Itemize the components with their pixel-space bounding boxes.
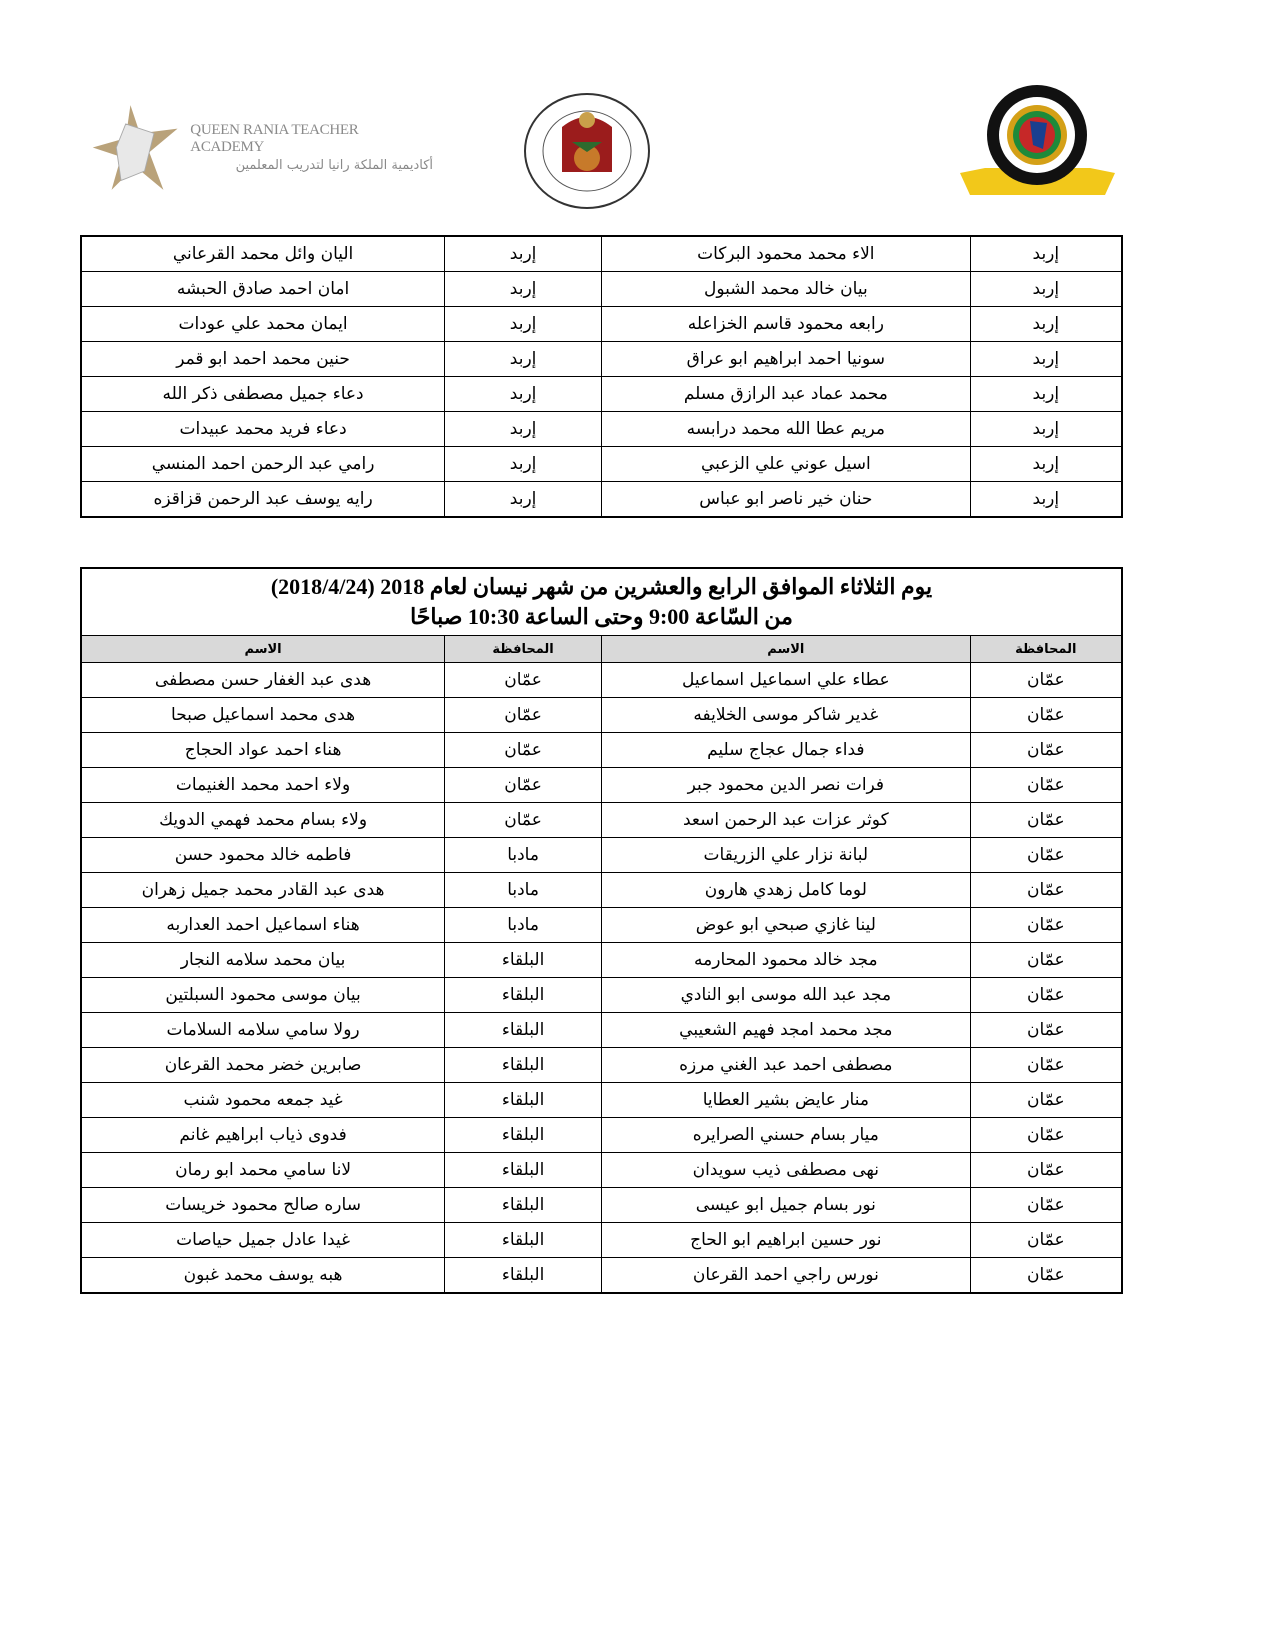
name-cell: رابعه محمود قاسم الخزاعله <box>602 307 971 342</box>
governorate-cell: عمّان <box>970 978 1122 1013</box>
name-cell: هناء احمد عواد الحجاج <box>81 733 445 768</box>
table-row <box>81 873 1122 908</box>
name-cell: سونيا احمد ابراهيم ابو عراق <box>602 342 971 377</box>
name-cell: هناء اسماعيل احمد العداربه <box>81 908 445 943</box>
name-cell: رايه يوسف عبد الرحمن قزاقزه <box>81 482 445 518</box>
name-cell: لبانة نزار علي الزريقات <box>602 838 971 873</box>
queen-rania-academy-logo <box>88 100 433 195</box>
table-row <box>81 768 1122 803</box>
governorate-cell: إربد <box>445 447 602 482</box>
table-row <box>81 1118 1122 1153</box>
name-cell: فداء جمال عجاج سليم <box>602 733 971 768</box>
table-row <box>81 978 1122 1013</box>
name-cell: بيان خالد محمد الشبول <box>602 272 971 307</box>
governorate-cell: إربد <box>970 342 1122 377</box>
governorate-cell: إربد <box>445 236 602 272</box>
table-row <box>81 838 1122 873</box>
governorate-cell: إربد <box>970 377 1122 412</box>
session-title <box>81 568 1122 636</box>
table-row <box>81 1013 1122 1048</box>
governorate-cell: إربد <box>445 482 602 518</box>
name-cell: لينا غازي صبحي ابو عوض <box>602 908 971 943</box>
governorate-cell: البلقاء <box>445 1153 602 1188</box>
governorate-cell: إربد <box>445 412 602 447</box>
governorate-cell: عمّان <box>970 1188 1122 1223</box>
table-row <box>81 342 1122 377</box>
schedule-table-2 <box>80 567 1123 1294</box>
table-row <box>81 412 1122 447</box>
governorate-cell: البلقاء <box>445 1258 602 1294</box>
name-cell: امان احمد صادق الحبشه <box>81 272 445 307</box>
governorate-cell: عمّان <box>970 1258 1122 1294</box>
governorate-cell: إربد <box>445 307 602 342</box>
name-cell: هدى عبد القادر محمد جميل زهران <box>81 873 445 908</box>
name-cell: بيان موسى محمود السبلتين <box>81 978 445 1013</box>
name-cell: نور حسين ابراهيم ابو الحاج <box>602 1223 971 1258</box>
table-row <box>81 377 1122 412</box>
table-row <box>81 236 1122 272</box>
header-name: الاسم <box>81 636 445 663</box>
governorate-cell: البلقاء <box>445 943 602 978</box>
qrta-arabic-name: أكاديمية الملكة رانيا لتدريب المعلمين <box>235 158 433 173</box>
governorate-cell: عمّان <box>970 1013 1122 1048</box>
table-row <box>81 943 1122 978</box>
governorate-cell: عمّان <box>970 733 1122 768</box>
governorate-cell: إربد <box>970 307 1122 342</box>
governorate-cell: عمّان <box>445 698 602 733</box>
governorate-cell: البلقاء <box>445 1048 602 1083</box>
header-governorate: المحافظة <box>970 636 1122 663</box>
governorate-cell: عمّان <box>970 768 1122 803</box>
governorate-cell: عمّان <box>970 698 1122 733</box>
governorate-cell: مادبا <box>445 873 602 908</box>
table-row <box>81 1258 1122 1294</box>
name-cell: هدى عبد الغفار حسن مصطفى <box>81 663 445 698</box>
governorate-cell: عمّان <box>970 943 1122 978</box>
name-cell: صابرين خضر محمد القرعان <box>81 1048 445 1083</box>
table-row <box>81 663 1122 698</box>
governorate-cell: إربد <box>970 412 1122 447</box>
governorate-cell: إربد <box>445 342 602 377</box>
table-row <box>81 803 1122 838</box>
name-cell: دعاء جميل مصطفى ذكر الله <box>81 377 445 412</box>
name-cell: اليان وائل محمد القرعاني <box>81 236 445 272</box>
name-cell: ايمان محمد علي عودات <box>81 307 445 342</box>
star-logo-icon <box>88 100 182 195</box>
governorate-cell: مادبا <box>445 908 602 943</box>
name-cell: فدوى ذياب ابراهيم غانم <box>81 1118 445 1153</box>
governorate-cell: إربد <box>970 236 1122 272</box>
name-cell: رامي عبد الرحمن احمد المنسي <box>81 447 445 482</box>
table-row <box>81 482 1122 518</box>
name-cell: غيد جمعه محمود شنب <box>81 1083 445 1118</box>
name-cell: كوثر عزات عبد الرحمن اسعد <box>602 803 971 838</box>
name-cell: مجد محمد امجد فهيم الشعيبي <box>602 1013 971 1048</box>
table-row <box>81 698 1122 733</box>
name-cell: مريم عطا الله محمد درابسه <box>602 412 971 447</box>
column-header-row <box>81 636 1122 663</box>
governorate-cell: عمّان <box>970 908 1122 943</box>
name-cell: غدير شاكر موسى الخلايفه <box>602 698 971 733</box>
name-cell: ولاء احمد محمد الغنيمات <box>81 768 445 803</box>
governorate-cell: عمّان <box>970 838 1122 873</box>
governorate-cell: عمّان <box>970 873 1122 908</box>
name-cell: منار عايض بشير العطايا <box>602 1083 971 1118</box>
civil-service-bureau-logo-icon <box>955 83 1120 201</box>
name-cell: حنان خير ناصر ابو عباس <box>602 482 971 518</box>
table-row <box>81 1188 1122 1223</box>
table-row <box>81 307 1122 342</box>
table-row <box>81 1153 1122 1188</box>
governorate-cell: عمّان <box>970 1083 1122 1118</box>
session-title-row <box>81 568 1122 636</box>
qrta-english-name: QUEEN RANIA TEACHER ACADEMY <box>190 122 359 155</box>
name-cell: حنين محمد احمد ابو قمر <box>81 342 445 377</box>
governorate-cell: عمّان <box>445 803 602 838</box>
name-cell: محمد عماد عبد الرازق مسلم <box>602 377 971 412</box>
name-cell: فرات نصر الدين محمود جبر <box>602 768 971 803</box>
name-cell: هبه يوسف محمد غبون <box>81 1258 445 1294</box>
name-cell: الاء محمد محمود البركات <box>602 236 971 272</box>
name-cell: ميار بسام حسني الصرايره <box>602 1118 971 1153</box>
governorate-cell: إربد <box>970 447 1122 482</box>
table-row <box>81 272 1122 307</box>
table-row <box>81 1223 1122 1258</box>
governorate-cell: عمّان <box>970 1153 1122 1188</box>
governorate-cell: البلقاء <box>445 1188 602 1223</box>
name-cell: عطاء علي اسماعيل اسماعيل <box>602 663 971 698</box>
governorate-cell: عمّان <box>970 1048 1122 1083</box>
header-name: الاسم <box>602 636 971 663</box>
ministry-of-education-seal-icon <box>522 92 652 210</box>
governorate-cell: عمّان <box>445 663 602 698</box>
table-row <box>81 1048 1122 1083</box>
name-cell: لانا سامي محمد ابو رمان <box>81 1153 445 1188</box>
name-cell: رولا سامي سلامه السلامات <box>81 1013 445 1048</box>
table-row <box>81 447 1122 482</box>
name-cell: هدى محمد اسماعيل صبحا <box>81 698 445 733</box>
name-cell: فاطمه خالد محمود حسن <box>81 838 445 873</box>
governorate-cell: إربد <box>970 482 1122 518</box>
governorate-cell: إربد <box>970 272 1122 307</box>
name-cell: دعاء فريد محمد عبيدات <box>81 412 445 447</box>
governorate-cell: عمّان <box>445 768 602 803</box>
name-cell: غيدا عادل جميل حياصات <box>81 1223 445 1258</box>
name-cell: ولاء بسام محمد فهمي الدويك <box>81 803 445 838</box>
name-cell: لوما كامل زهدي هارون <box>602 873 971 908</box>
governorate-cell: عمّان <box>445 733 602 768</box>
name-cell: اسيل عوني علي الزعبي <box>602 447 971 482</box>
name-cell: نورس راجي احمد القرعان <box>602 1258 971 1294</box>
governorate-cell: إربد <box>445 377 602 412</box>
session-time-line: من السّاعة 9:00 وحتى الساعة 10:30 صباحًا <box>410 604 793 629</box>
name-cell: مجد خالد محمود المحارمه <box>602 943 971 978</box>
governorate-cell: عمّان <box>970 1223 1122 1258</box>
session-date-line: يوم الثلاثاء الموافق الرابع والعشرين من شهر نيسان لعام 2018 (2018/4/24) <box>270 574 933 599</box>
governorate-cell: البلقاء <box>445 1118 602 1153</box>
schedule-table-1 <box>80 235 1123 518</box>
governorate-cell: البلقاء <box>445 1013 602 1048</box>
header-governorate: المحافظة <box>445 636 602 663</box>
table-row <box>81 908 1122 943</box>
name-cell: ساره صالح محمود خريسات <box>81 1188 445 1223</box>
name-cell: مصطفى احمد عبد الغني مرزه <box>602 1048 971 1083</box>
name-cell: بيان محمد سلامه النجار <box>81 943 445 978</box>
name-cell: مجد عبد الله موسى ابو النادي <box>602 978 971 1013</box>
governorate-cell: البلقاء <box>445 1083 602 1118</box>
governorate-cell: البلقاء <box>445 978 602 1013</box>
name-cell: نور بسام جميل ابو عيسى <box>602 1188 971 1223</box>
table-row <box>81 1083 1122 1118</box>
governorate-cell: عمّان <box>970 803 1122 838</box>
name-cell: نهى مصطفى ذيب سويدان <box>602 1153 971 1188</box>
governorate-cell: عمّان <box>970 1118 1122 1153</box>
governorate-cell: عمّان <box>970 663 1122 698</box>
governorate-cell: إربد <box>445 272 602 307</box>
table-row <box>81 733 1122 768</box>
governorate-cell: البلقاء <box>445 1223 602 1258</box>
governorate-cell: مادبا <box>445 838 602 873</box>
